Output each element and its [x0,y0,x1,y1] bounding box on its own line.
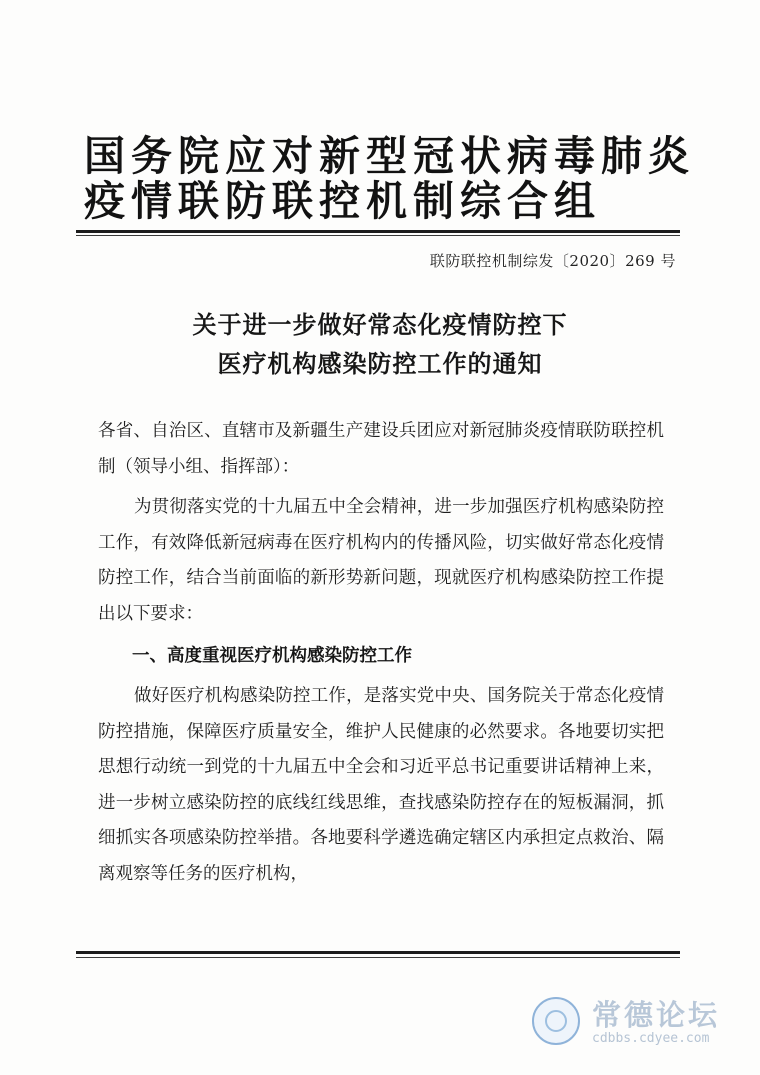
section-1-heading: 一、高度重视医疗机构感染防控工作 [132,646,412,666]
salutation-text: 各省、自治区、直辖市及新疆生产建设兵团应对新冠肺炎疫情联防联控机制（领导小组、指挥部）： [98,421,664,477]
salutation [98,414,664,485]
forum-logo-icon [532,997,580,1045]
paragraph-1-text: 为贯彻落实党的十九届五中全会精神，进一步加强医疗机构感染防控工作，有效降低新冠病毒在医疗机构内的传播风险，切实做好常态化疫情防控工作，结合当前面临的新形势新问题，现就医疗机构感染防控工作提出以下要求： [98,497,664,624]
watermark-url: cdbbs.cdyee.com [592,1031,710,1046]
paragraph-2 [98,679,664,892]
document-number: 联防联控机制综发〔2020〕269 号 [429,252,676,270]
watermark-name: 常德论坛 [592,998,721,1032]
footer-rule-thin [76,957,680,958]
paragraph-1 [98,490,664,632]
document-title-line-1: 关于进一步做好常态化疫情防控下 [192,310,568,339]
header-rule-thin [76,235,680,236]
issuer-line-2: 疫情联防联控机制综合组 [84,177,601,225]
header-rule-thick [76,230,680,233]
footer-rule-thick [76,951,680,954]
issuer-line-1: 国务院应对新型冠状病毒肺炎 [84,132,695,180]
watermark [532,993,742,1053]
paragraph-2-text: 做好医疗机构感染防控工作，是落实党中央、国务院关于常态化疫情防控措施，保障医疗质量安全，维护人民健康的必然要求。各地要切实把思想行动统一到党的十九届五中全会和习近平总书记重要讲话精神上来，进一步树立感染防控的底线红线思维，查找感染防控存在的短板漏洞，抓细抓实各项感染防控举措。各地要科学遴选确定辖区内承担定点救治、隔离观察等任务的医疗机构， [98,686,664,884]
document-title-line-2: 医疗机构感染防控工作的通知 [217,349,543,378]
